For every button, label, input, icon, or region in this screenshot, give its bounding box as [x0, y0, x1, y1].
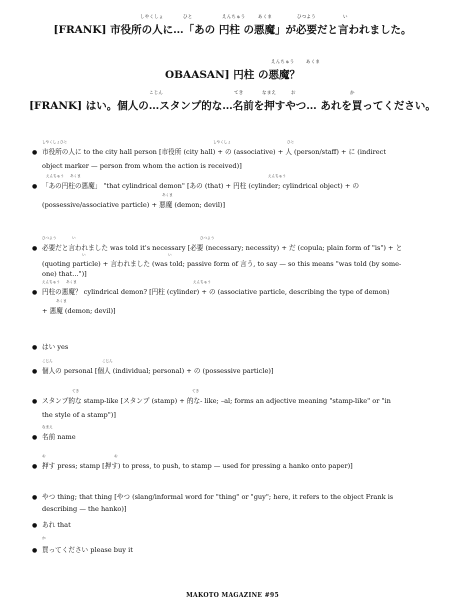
furigana: い [343, 15, 348, 20]
vocab-line: (quoting particle) + 言われました (was told; passive form of 言う, to say — so this means "was told (by some- [42, 260, 402, 268]
bullet-icon: ● [32, 463, 38, 470]
furigana: えんちゅう [42, 280, 60, 284]
furigana: い [72, 236, 76, 240]
furigana: か [350, 91, 355, 96]
vocab-line: (possessive/associative particle) + 悪魔 (demon; devil)] [42, 201, 226, 209]
bullet-icon: ● [32, 434, 38, 441]
furigana: あくま [70, 174, 81, 178]
furigana: ひと [287, 140, 295, 144]
furigana: なまえ [42, 425, 53, 429]
vocab-line: はい yes [42, 343, 69, 351]
furigana: ひつよう [297, 15, 316, 20]
furigana: ひつよう [200, 236, 215, 240]
furigana: ひつよう [42, 236, 57, 240]
vocab-line: 市役所の人に to the city hall person [市役所 (city hall) + の (associative) + 人 (person/staff) + に (indirect [42, 148, 386, 156]
bullet-icon: ● [32, 245, 38, 252]
furigana: てき [72, 389, 80, 393]
bullet-icon: ● [32, 289, 38, 296]
furigana: えんちゅう [222, 15, 246, 20]
furigana: ひと [60, 140, 68, 144]
furigana: か [42, 536, 46, 540]
furigana: あくま [258, 15, 273, 20]
bullet-icon: ● [32, 344, 38, 351]
furigana: あくま [66, 280, 77, 284]
dialogue-line-frank-1: [FRANK] 市役所の人に…「あの 円柱 の悪魔」が必要だと言われました。 [53, 24, 412, 36]
vocab-line: object marker — person from whom the action is received)] [42, 162, 242, 170]
furigana: い [82, 253, 86, 257]
furigana: えんちゅう [271, 60, 295, 65]
furigana: い [168, 253, 172, 257]
bullet-icon: ● [32, 494, 38, 501]
furigana: お [114, 454, 118, 458]
furigana: こじん [42, 359, 53, 363]
furigana: お [291, 91, 296, 96]
furigana: しやくしょ [140, 15, 164, 20]
vocab-line: 「あの円柱の悪魔」 "that cylindrical demon" [あの (that) + 円柱 (cylinder; cylindrical object) + の [42, 182, 360, 190]
dialogue-line-frank-2: [FRANK] はい。個人の…スタンプ的な…名前を押すやつ… あれを買ってください。 [29, 100, 436, 112]
vocab-line: + 悪魔 (demon; devil)] [42, 307, 116, 315]
vocab-line: 押す press; stamp [押す) to press, to push, to stamp — used for pressing a hanko onto paper)] [42, 462, 353, 470]
vocab-line: やつ thing; that thing [やつ (slang/informal word for "thing" or "guy"; here, it refers to the object Frank is [42, 493, 394, 501]
bullet-icon: ● [32, 398, 38, 405]
furigana: えんちゅう [193, 280, 211, 284]
bullet-icon: ● [32, 522, 38, 529]
vocab-line: 名前 name [42, 433, 76, 441]
furigana: しやくしょ [42, 140, 60, 144]
bullet-icon: ● [32, 149, 38, 156]
vocab-line: 円柱の悪魔？ cylindrical demon? [円柱 (cylinder) + の (associative particle, describing the type of demon) [42, 288, 390, 296]
bullet-icon: ● [32, 183, 38, 190]
furigana: えんちゅう [46, 174, 64, 178]
page-footer: MAKOTO MAGAZINE #95 [186, 592, 279, 599]
vocab-line: describing — the hanko)] [42, 505, 127, 513]
dialogue-line-obaasan: OBAASAN] 円柱 の悪魔？ [165, 69, 300, 81]
furigana: あくま [306, 60, 321, 65]
furigana: こじん [149, 91, 164, 96]
furigana: あくま [162, 193, 173, 197]
vocab-line: the style of a stamp")] [42, 411, 116, 419]
vocab-line: あれ that [42, 521, 71, 529]
furigana: なまえ [262, 91, 277, 96]
vocab-line: 個人の personal [個人 (individual; personal) + の (possessive particle)] [42, 367, 274, 375]
furigana: こじん [102, 359, 113, 363]
furigana: てき [234, 91, 244, 96]
vocab-line: one) that...")] [42, 270, 87, 278]
furigana: ひと [183, 15, 193, 20]
furigana: お [42, 454, 46, 458]
furigana: しやくしょ [213, 140, 231, 144]
bullet-icon: ● [32, 368, 38, 375]
vocab-line: 買ってください please buy it [42, 546, 133, 554]
furigana: てき [192, 389, 200, 393]
bullet-icon: ● [32, 547, 38, 554]
furigana: えんちゅう [268, 174, 286, 178]
vocab-line: 必要だと言われました was told it's necessary [必要 (necessary; necessity) + だ (copula; plain form of "is") + と [42, 244, 403, 252]
furigana: あくま [56, 299, 67, 303]
vocab-line: スタンプ的な stamp-like [スタンプ (stamp) + 的な- like; –al; forms an adjective meaning "stamp-like" or "in [42, 397, 391, 405]
